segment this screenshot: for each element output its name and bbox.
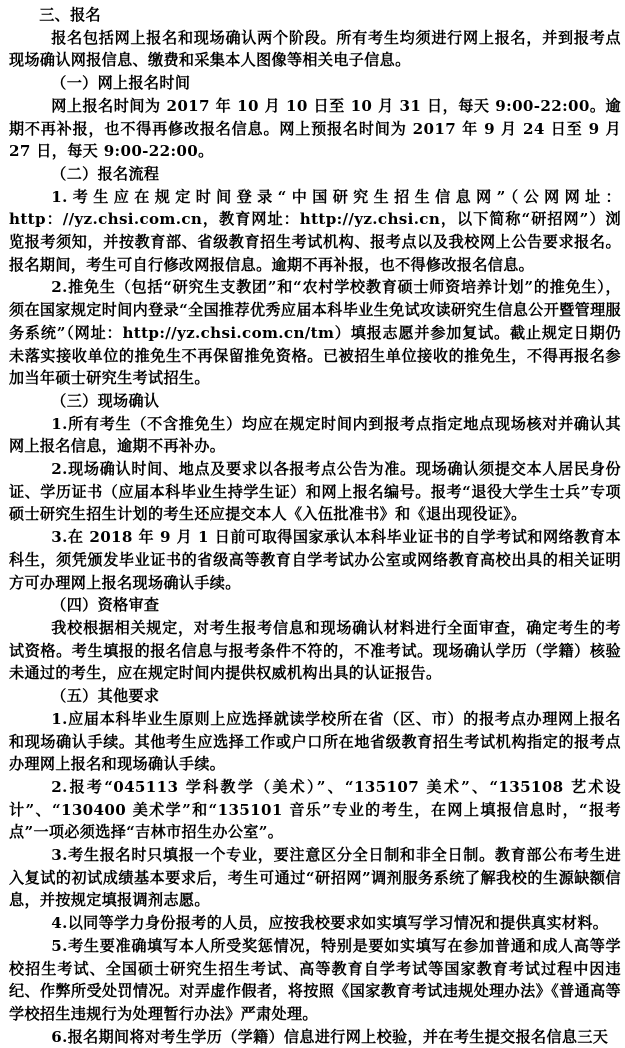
paragraph-online-registration-time: 网上报名时间为 2017 年 10 月 10 日至 10 月 31 日，每天 9:00-22:00。逾期不再补报，也不得再修改报名信息。网上预报名时间为 2017 年 9 月 24 日至 9 月 27 日，每天 9:00-22:00。 xyxy=(9,96,621,161)
subsection-title-qualification-review: （四）资格审查 xyxy=(51,596,160,615)
paragraph-registration-process-2: 2.推免生（包括“研究生支教团”和“农村学校教育硕士师资培养计划”的推免生），须在国家规定时间内登录“全国推荐优秀应届本科毕业生免试攻读研究生信息公开暨管理服务系统”（网址：http://yz.chsi.com.cn/tm）填报志愿并参加复试。截止规定日期仍未落实接收单位的推免生不再保留推免资格。已被招生单位接收的推免生，不得再报名参加当年硕士研究生考试招生。 xyxy=(9,278,621,388)
paragraph-qualification-review: 我校根据相关规定，对考生报考信息和现场确认材料进行全面审查，确定考生的考试资格。考生填报的报名信息与报考条件不符的，不准考试。现场确认学历（学籍）核验未通过的考生，应在规定时间内提供权威机构出具的认证报告。 xyxy=(9,618,621,683)
paragraph-onsite-confirmation-3: 3.在 2018 年 9 月 1 日前可取得国家承认本科毕业证书的自学考试和网络教育本科生，须凭颁发毕业证书的省级高等教育自学考试办公室或网络教育高校出具的相关证明方可办理网上报名现场确认手续。 xyxy=(9,528,621,592)
intro-paragraph: 报名包括网上报名和现场确认两个阶段。所有考生均须进行网上报名，并到报考点现场确认网报信息、缴费和采集本人图像等相关电子信息。 xyxy=(9,28,621,70)
paragraph-other-requirements-5: 5.考生要准确填写本人所受奖惩情况，特别是要如实填写在参加普通和成人高等学校招生考试、全国硕士研究生招生考试、高等教育自学考试等国家教育考试过程中因违纪、作弊所受处罚情况。对弄虚作假者，将按照《国家教育考试违规处理办法》《普通高等学校招生违规行为处理暂行办法》严肃处理。 xyxy=(9,936,621,1023)
paragraph-other-requirements-2: 2.报考“045113 学科教学（美术）”、“135107 美术”、“135108 艺术设计”、“130400 美术学”和“135101 音乐”专业的考生，在网上填报信息时，“报考点”一项必须选择“吉林市招生办公室”。 xyxy=(9,777,621,842)
paragraph-onsite-confirmation-1: 1.所有考生（不含推免生）均应在规定时间内到报考点指定地点现场核对并确认其网上报名信息，逾期不再补办。 xyxy=(9,414,621,456)
paragraph-onsite-confirmation-2: 2.现场确认时间、地点及要求以各报考点公告为准。现场确认须提交本人居民身份证、学历证书（应届本科毕业生持学生证）和网上报名编号。报考“退役大学生士兵”专项硕士研究生招生计划的考生还应提交本人《入伍批准书》和《退出现役证》。 xyxy=(9,460,621,524)
subsection-title-onsite-confirmation: （三）现场确认 xyxy=(51,391,160,410)
paragraph-other-requirements-4: 4.以同等学力身份报考的人员，应按我校要求如实填写学习情况和提供真实材料。 xyxy=(51,914,609,933)
subsection-title-online-registration-time: （一）网上报名时间 xyxy=(51,74,191,93)
paragraph-other-requirements-1: 1.应届本科毕业生原则上应选择就读学校所在省（区、市）的报考点办理网上报名和现场确认手续。其他考生应选择工作或户口所在地省级教育招生考试机构指定的报考点办理网上报名和现场确认手续。 xyxy=(9,709,621,774)
paragraph-other-requirements-3: 3.考生报名时只填报一个专业，要注意区分全日制和非全日制。教育部公布考生进入复试的初试成绩基本要求后，考生可通过“研招网”调剂服务系统了解我校的生源缺额信息，并按规定填报调剂志愿。 xyxy=(9,846,621,910)
subsection-title-other-requirements: （五）其他要求 xyxy=(51,687,160,706)
section-title: 三、报名 xyxy=(39,6,101,24)
paragraph-registration-process-1: 1.考生应在规定时间登录“中国研究生招生信息网”（公网网址：http：//yz.chsi.com.cn，教育网址：http://yz.chsi.cn，以下简称“研招网”）浏览报考须知，并按教育部、省级教育招生考试机构、报考点以及我校网上公告要求报名。报名期间，考生可自行修改网报信息。逾期不再补报，也不得修改报名信息。 xyxy=(9,187,621,274)
subsection-title-registration-process: （二）报名流程 xyxy=(51,164,160,183)
paragraph-other-requirements-6: 6.报名期间将对考生学历（学籍）信息进行网上校验，并在考生提交报名信息三天 xyxy=(51,1027,609,1046)
